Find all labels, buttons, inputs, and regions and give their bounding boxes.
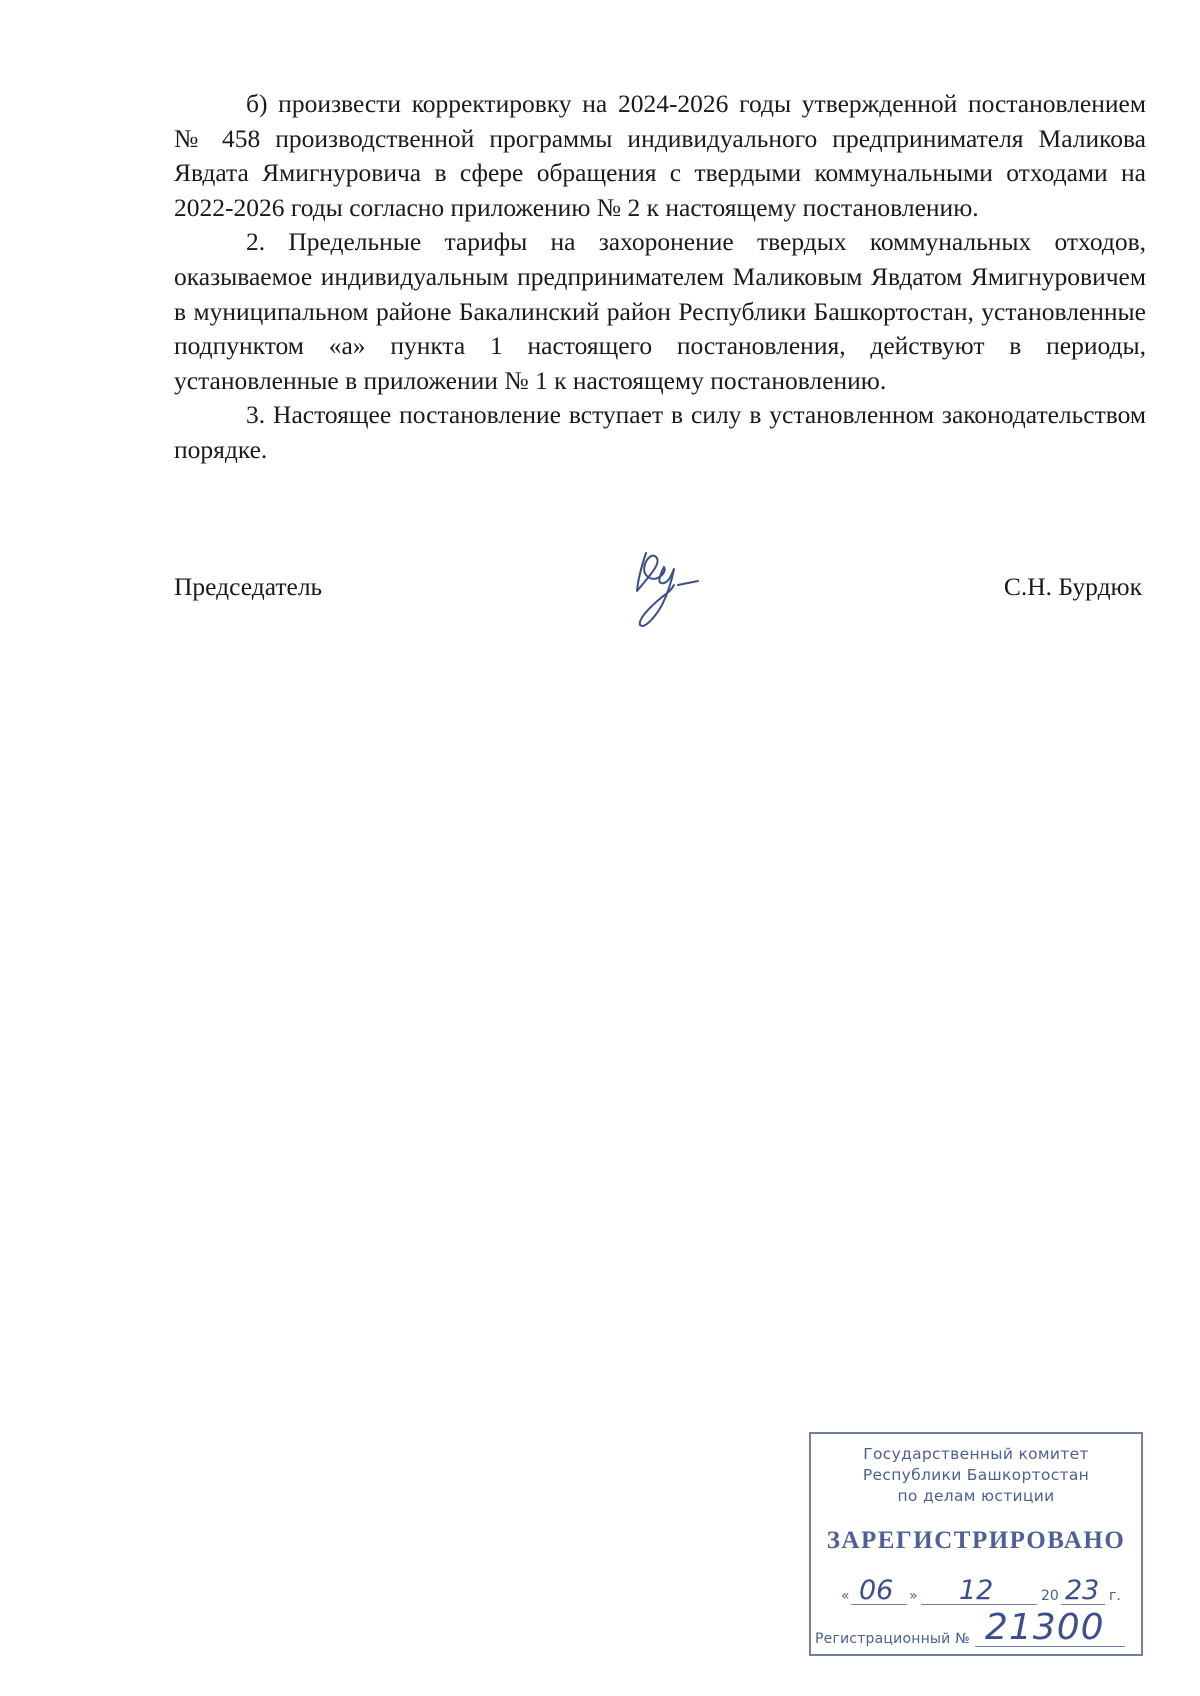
registration-stamp: [809, 1432, 1143, 1656]
stamp-quote-open: «: [841, 1588, 850, 1604]
stamp-month: 12: [959, 1575, 994, 1606]
handwritten-signature: [628, 545, 708, 635]
stamp-registration-number: [815, 1607, 1135, 1652]
document-body: [174, 87, 1146, 468]
stamp-status: ЗАРЕГИСТРИРОВАНО: [826, 1527, 1126, 1554]
stamp-reg-label: Регистрационный №: [815, 1631, 970, 1647]
paragraph-b: б) произвести корректировку на 2024-2026 годы утвержденной постановлением № 458 производственной программы индивидуального предпринимателя Маликова Явдата Ямигнуровича в сфере обращения с твердыми коммунальными отходами на 2022-2026 годы согласно приложению № 2 к настоящему постановлению.: [174, 89, 1146, 222]
stamp-org-line-2: Республики Башкортостан: [862, 1466, 1090, 1484]
signatory-title: Председатель: [174, 572, 323, 601]
stamp-year-suffix: 23: [1065, 1575, 1100, 1606]
stamp-org-line-3: по делам юстиции: [897, 1487, 1055, 1505]
stamp-org-line-1: Государственный комитет: [863, 1445, 1089, 1463]
stamp-day: 06: [859, 1575, 894, 1606]
stamp-year-prefix: 20: [1041, 1588, 1059, 1604]
stamp-reg-number: 21300: [985, 1607, 1105, 1648]
paragraph-3: 3. Настоящее постановление вступает в силу в установленном законодательством порядке.: [174, 400, 1146, 464]
stamp-date: [841, 1576, 1131, 1610]
paragraph-2: 2. Предельные тарифы на захоронение твердых коммунальных отходов, оказываемое индивидуальным предпринимателем Маликовым Явдатом Ямигнуровичем в муниципальном районе Бакалинский район Республики Башкортостан, установленные подпунктом «а» пункта 1 настоящего постановления, действуют в периоды, установленные в приложении № 1 к настоящему постановлению.: [174, 227, 1146, 395]
stamp-year-unit: г.: [1109, 1588, 1121, 1604]
signatory-name: С.Н. Бурдюк: [1003, 572, 1142, 601]
stamp-quote-close: »: [909, 1588, 918, 1604]
